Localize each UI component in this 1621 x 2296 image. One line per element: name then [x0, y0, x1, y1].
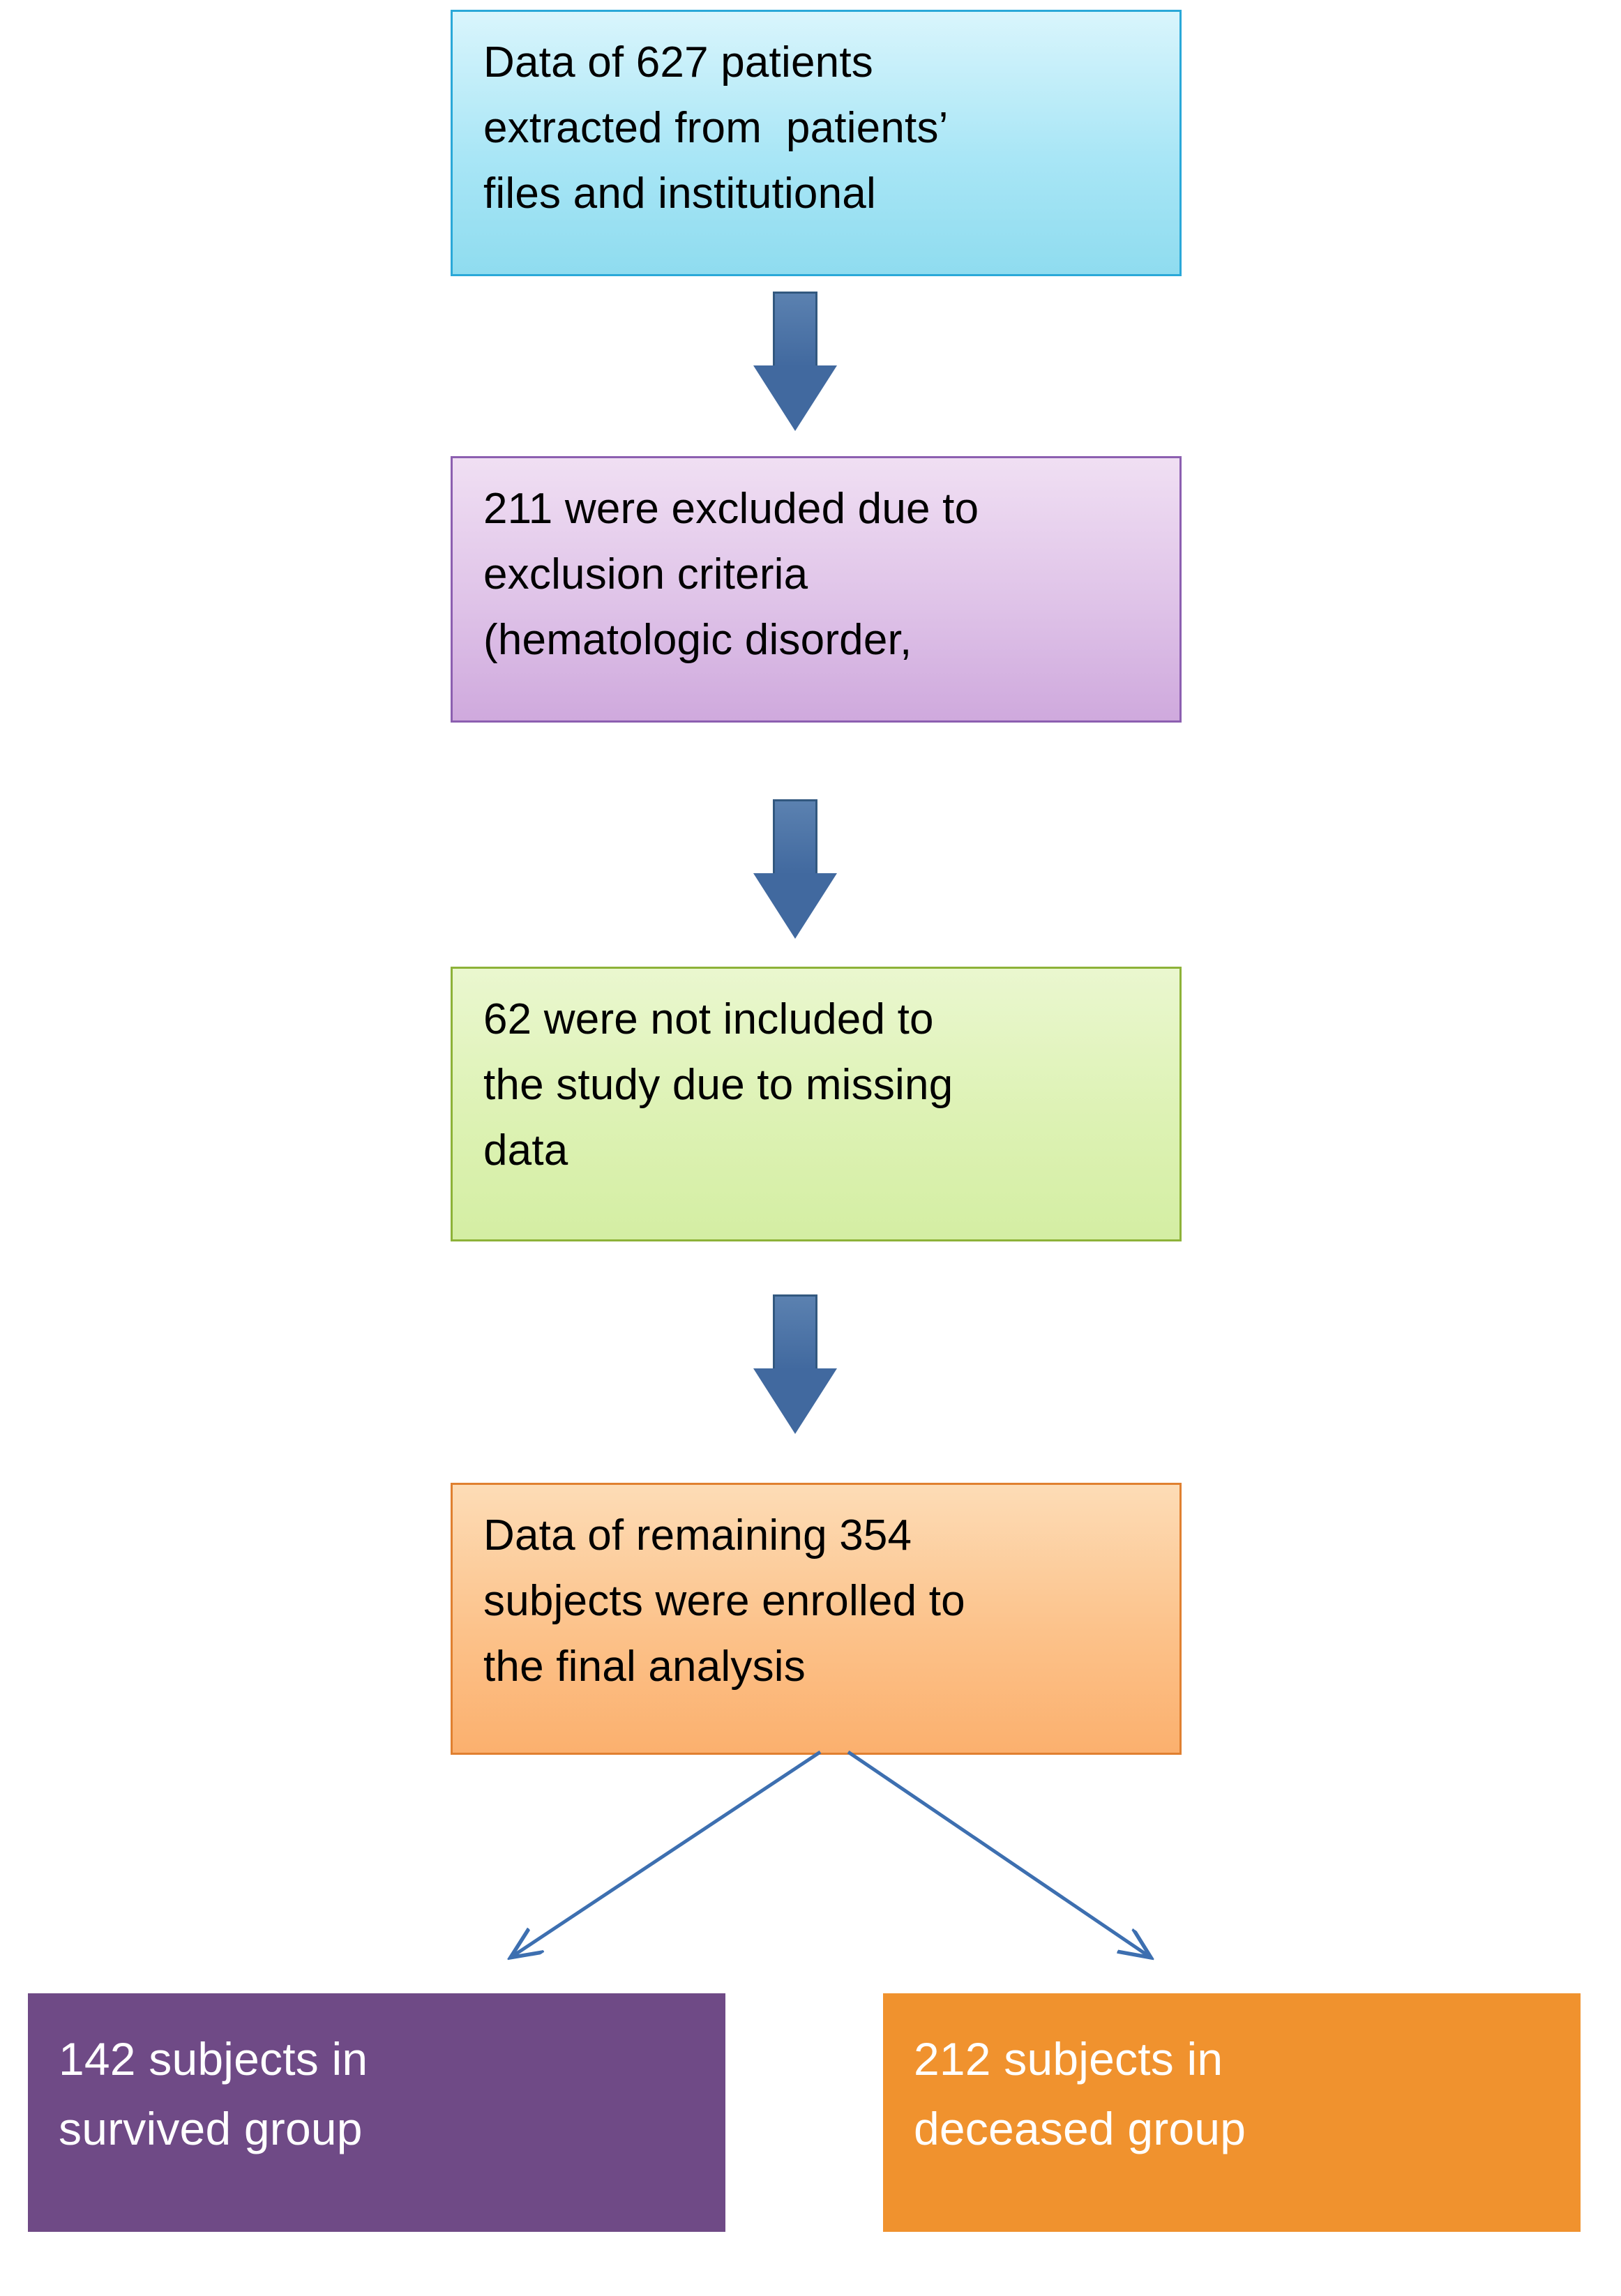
node-final-line-1: Data of remaining 354 [483, 1511, 912, 1559]
node-missing-data [451, 967, 1182, 1241]
node-final-analysis [451, 1483, 1182, 1755]
node-excluded-line-1: 211 were excluded due to [483, 485, 979, 533]
node-excluded-line-2: exclusion criteria [483, 550, 808, 599]
arrow-head [753, 365, 837, 431]
node-survived-line-2: survived group [59, 2103, 363, 2155]
arrow-head [753, 873, 837, 939]
arrow-head [753, 1368, 837, 1434]
node-source-line-1: Data of 627 patients [483, 38, 873, 86]
node-excluded [451, 456, 1182, 723]
node-excluded-line-3: (hematologic disorder, [483, 616, 912, 665]
down-arrow-icon [753, 292, 837, 431]
node-deceased-line-1: 212 subjects in [914, 2033, 1223, 2085]
node-source-line-2: extracted from patients’ [483, 104, 949, 153]
node-source-line-3: files and institutional [483, 169, 876, 218]
arrow-shaft [773, 1294, 817, 1370]
node-survived-line-1: 142 subjects in [59, 2033, 368, 2085]
node-final-line-2: subjects were enrolled to [483, 1577, 965, 1626]
arrow-to-deceased [848, 1752, 1148, 1956]
node-deceased-group [883, 1993, 1581, 2232]
node-survived-group [28, 1993, 725, 2232]
down-arrow-icon [753, 799, 837, 939]
node-source-data [451, 10, 1182, 276]
split-arrows [451, 1749, 1218, 2000]
node-final-line-3: the final analysis [483, 1642, 806, 1691]
down-arrow-icon [753, 1294, 837, 1434]
node-missing-line-2: the study due to missing [483, 1061, 953, 1110]
arrow-shaft [773, 799, 817, 875]
node-missing-line-3: data [483, 1126, 568, 1175]
arrow-shaft [773, 292, 817, 367]
arrow-to-survived [513, 1752, 820, 1956]
node-deceased-line-2: deceased group [914, 2103, 1246, 2155]
node-missing-line-1: 62 were not included to [483, 995, 934, 1043]
